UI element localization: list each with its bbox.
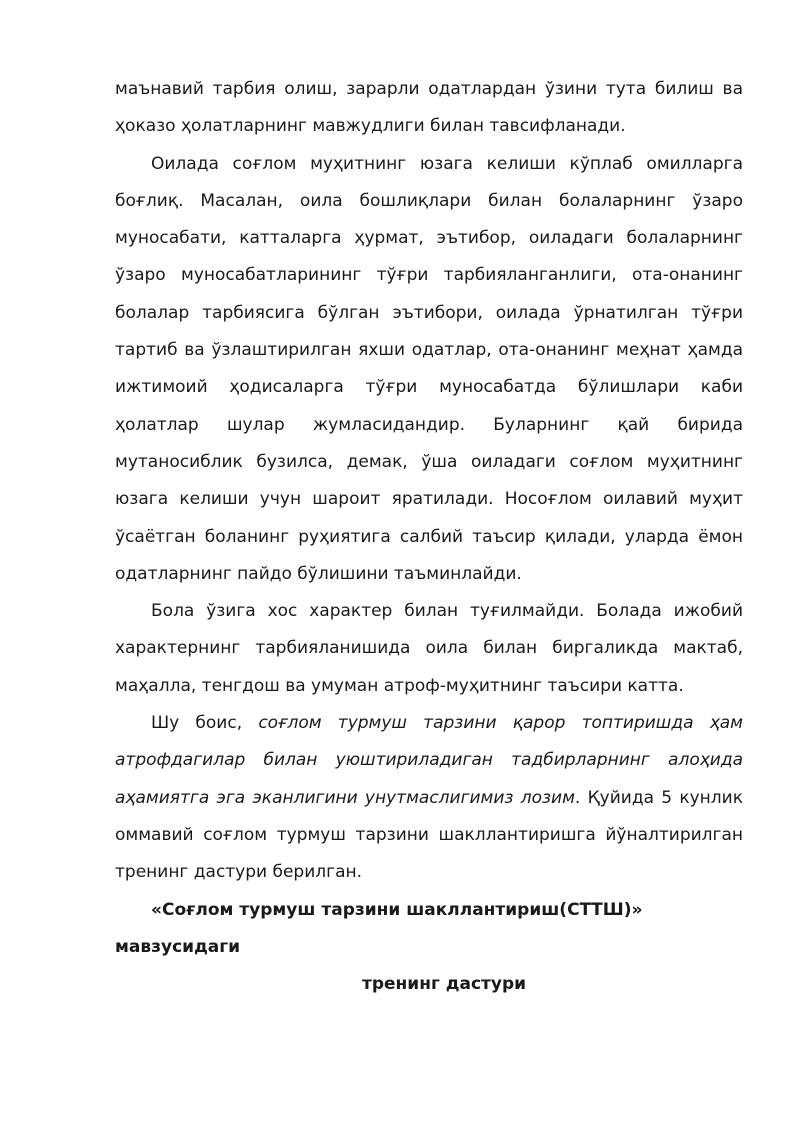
paragraph-4 (115, 705, 743, 891)
paragraph-4-start: Шу боис, (151, 713, 259, 734)
paragraph-4-end: . Қуйида 5 кунлик оммавий соғлом турмуш тарзини шакллантиришга йўналтирилган тренинг дастури берилган. (115, 787, 743, 883)
paragraph-4-italic: соғлом турмуш тарзини қарор топтиришда ҳам атрофдагилар билан уюштириладиган тадбирларнинг алоҳида аҳамиятга эга эканлигини унутмаслигимиз лозим (115, 713, 744, 808)
heading-subtitle: мавзусидаги (115, 936, 241, 957)
heading-program: тренинг дастури (362, 974, 527, 995)
heading-title: «Соғлом турмуш тарзини шакллантириш(СТТШ)» (151, 899, 643, 920)
paragraph-1: маънавий тарбия олиш, зарарли одатлардан ўзини тута билиш ва ҳоказо ҳолатларнинг мавжудлиги билан тавсифланади. (115, 79, 743, 137)
document-page (115, 71, 743, 1003)
paragraph-2: Оилада соғлом муҳитнинг юзага келиши кўплаб омилларга боғлиқ. Масалан, оила бошлиқлари билан болаларнинг ўзаро муносабати, катталарга ҳурмат, эътибор, оиладаги болаларнинг ўзаро муносабатларининг тўғри тарбияланганлиги, ота-онанинг болалар тарбиясига бўлган эътибори, оилада ўрнатилган тўғри тартиб ва ўзлаштирилган яхши одатлар, ота-онанинг меҳнат ҳамда ижтимоий ҳодисаларга тўғри муносабатда бўлишлари каби ҳолатлар шулар жумласидандир. Буларнинг қай бирида мутаносиблик бузилса, демак, ўша оиладаги соғлом муҳитнинг юзага келиши учун шароит яратилади. Носоғлом оилавий муҳит ўсаётган боланинг руҳиятига салбий таъсир қилади, уларда ёмон одатларнинг пайдо бўлишини таъминлайди. (115, 153, 743, 584)
paragraph-3: Бола ўзига хос характер билан туғилмайди. Болада ижобий характернинг тарбияланишида оила билан биргаликда мактаб, маҳалла, тенгдош ва умуман атроф-муҳитнинг таъсири катта. (115, 601, 743, 696)
